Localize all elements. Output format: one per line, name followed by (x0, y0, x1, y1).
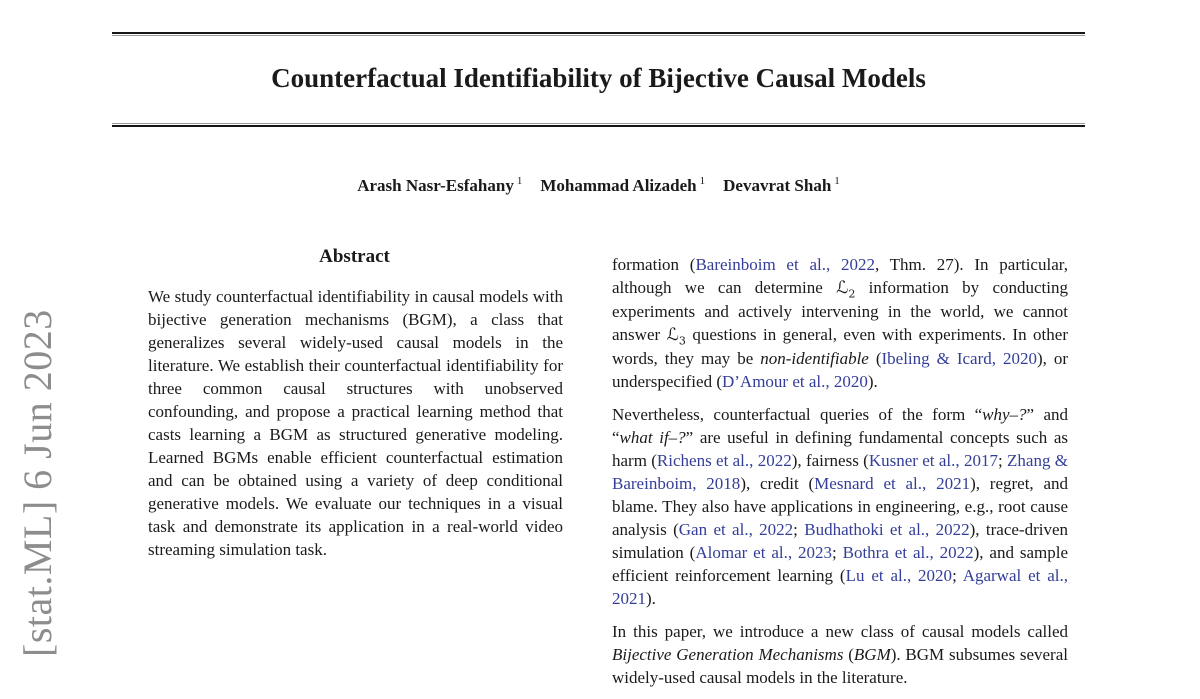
citation-link[interactable]: Budhathoki et al., 2022 (804, 519, 970, 539)
citation-link[interactable]: Lu et al., 2020 (845, 565, 953, 585)
abstract-heading: Abstract (319, 245, 390, 267)
paragraph: In this paper, we introduce a new class of causal models called Bijective Generation Mechanisms (BGM). BGM subsumes several widely-used causal models in the literature. (612, 621, 1068, 687)
affiliation-mark: 1 (699, 175, 706, 187)
affiliation-mark: 1 (834, 175, 840, 187)
title-rule-top (112, 32, 1085, 36)
right-column (612, 245, 1068, 699)
emphasis-text: Bijective Generation Mechanisms (612, 644, 844, 664)
rule-thin-line (112, 35, 1085, 36)
citation-link[interactable]: Mesnard et al., 2021 (814, 473, 971, 493)
math-symbol: ℒ$_3$ (666, 324, 686, 348)
author (357, 176, 522, 195)
rule-thick-line (112, 32, 1085, 34)
abstract-text: We study counterfactual identifiability in causal models with bijective generation mechanisms (BGM), a class that generalizes several widely-used causal models in the literature. We establish their counterfactual identifiability for three common causal structures with unobserved confounding, and propose a practical learning method that casts learning a BGM as structured generative modeling. Learned BGMs enable efficient counterfactual estimation and can be obtained using a variety of deep conditional generative models. We evaluate our techniques in a visual task and demonstrate its application in a real-world video streaming simulation task. (148, 286, 563, 559)
affiliation-mark: 1 (516, 175, 523, 187)
citation-link[interactable]: Alomar et al., 2023 (695, 542, 832, 562)
author-name: Mohammad Alizadeh (540, 175, 697, 195)
paper-title: Counterfactual Identifiability of Bijective Causal Models (271, 63, 926, 93)
two-column-body (112, 245, 1085, 699)
rule-thin-line (112, 123, 1085, 124)
author-name: Devavrat Shah (723, 175, 832, 195)
rule-thick-line (112, 125, 1085, 127)
citation-link[interactable]: Kusner et al., 2017 (868, 450, 998, 470)
paragraph: formation (Bareinboim et al., 2022, Thm. 27). In particular, although we can determine ℒ$_2$ information by conducting experiments and actively intervening in the world, we cannot answer ℒ$_3$ questions in general, even with experiments. In other words, they may be non-identifiable (Ibeling & Icard, 2020), or underspecified (D’Amour et al., 2020). (612, 254, 1068, 391)
math-symbol: ℒ$_2$ (836, 277, 856, 301)
left-column (112, 245, 567, 561)
author (540, 176, 705, 195)
paper-content (112, 0, 1085, 699)
arxiv-stamp: [stat.ML] 6 Jun 2023 (15, 309, 60, 657)
citation-link[interactable]: D’Amour et al., 2020 (721, 371, 868, 391)
citation-link[interactable]: Bareinboim et al., 2022 (695, 254, 875, 274)
emphasis-text: non-identifiable (760, 348, 869, 368)
citation-link[interactable]: Gan et al., 2022 (678, 519, 794, 539)
title-rule-bottom (112, 123, 1085, 127)
author (723, 176, 840, 195)
author-name: Arash Nasr-Esfahany (357, 175, 514, 195)
citation-link[interactable]: Zhang & Bareinboim, 2018 (612, 450, 1068, 493)
emphasis-text: BGM (853, 644, 891, 664)
citation-link[interactable]: Agarwal et al., 2021 (612, 565, 1068, 608)
emphasis-text: what if–? (619, 427, 686, 447)
emphasis-text: why–? (982, 404, 1027, 424)
authors-line (112, 170, 1085, 197)
paragraph: Nevertheless, counterfactual queries of the form “why–?” and “what if–?” are useful in defining fundamental concepts such as harm (Richens et al., 2022), fairness (Kusner et al., 2017; Zhang & Bareinboim, 2018), credit (Mesnard et al., 2021), regret, and blame. They also have applications in engineering, e.g., root cause analysis (Gan et al., 2022; Budhathoki et al., 2022), trace-driven simulation (Alomar et al., 2023; Bothra et al., 2022), and sample efficient reinforcement learning (Lu et al., 2020; Agarwal et al., 2021). (612, 404, 1069, 608)
citation-link[interactable]: Bothra et al., 2022 (842, 542, 974, 562)
citation-link[interactable]: Ibeling & Icard, 2020 (881, 348, 1037, 368)
citation-link[interactable]: Richens et al., 2022 (656, 450, 792, 470)
